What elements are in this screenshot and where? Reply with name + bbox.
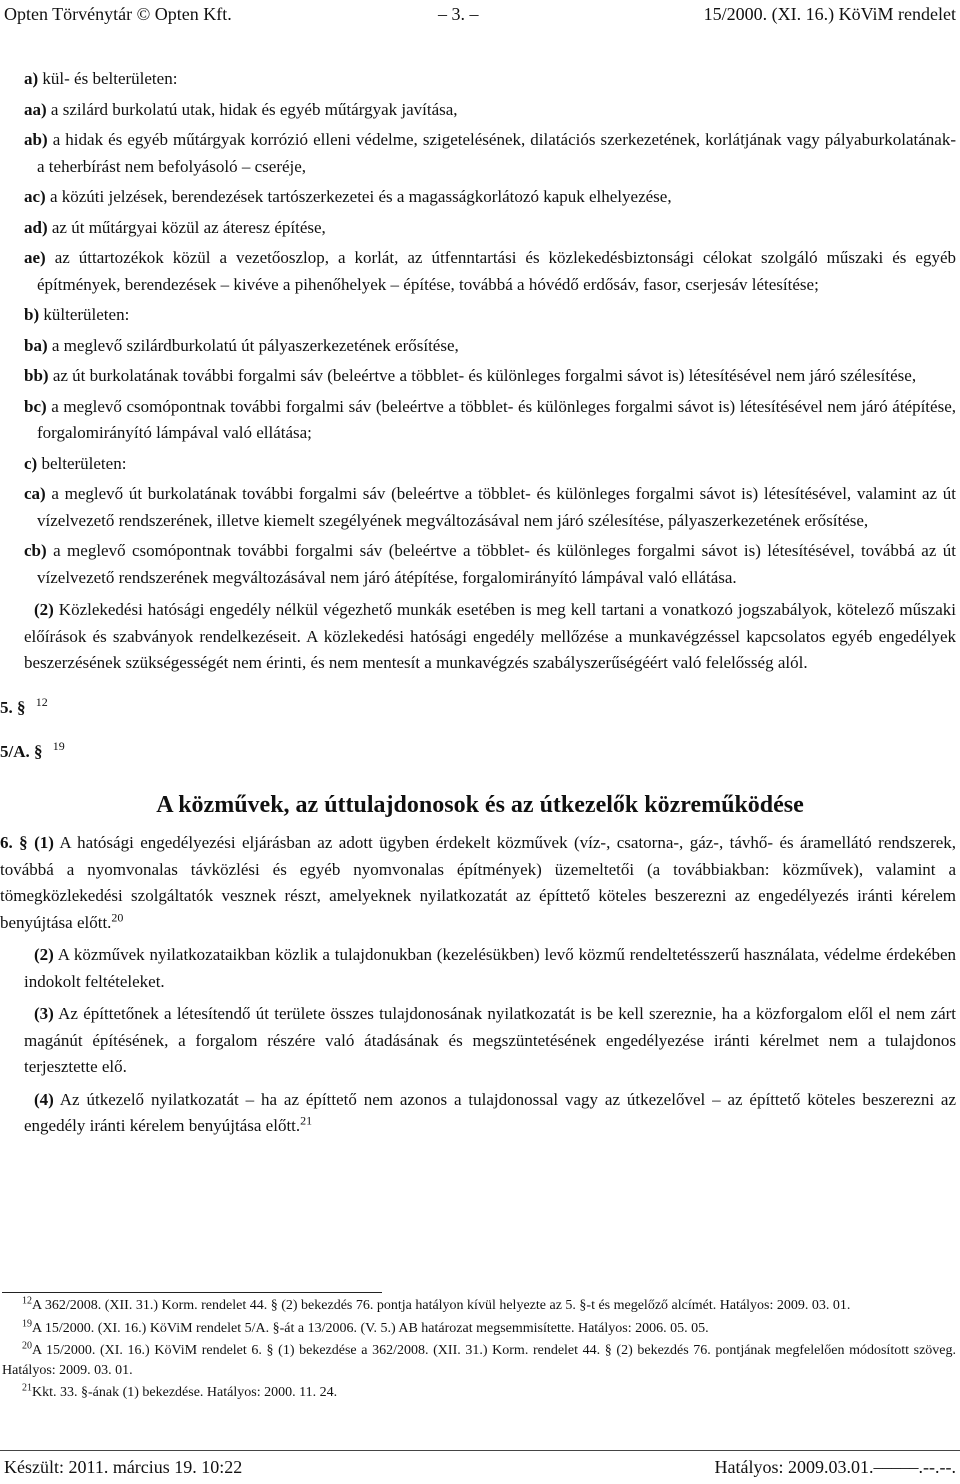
footer-separator (0, 1450, 960, 1451)
list-item-text: a hidak és egyéb műtárgyak korrózió elleni védelme, szigetelésének, dilatációs szerkezetének, korlátjának vagy pályaburkolatának- a teherbírást nem befolyásoló – cseréje, (37, 130, 956, 176)
paragraph-number: (4) (34, 1089, 54, 1109)
section-number: 5/A. § (0, 742, 43, 761)
list-item (0, 215, 960, 242)
list-item-text: a meglevő csomópontnak további forgalmi sáv (beleértve a többlet- és különleges forgalmi sávot is) létesítésével nem járó átépítése, forgalomirányító lámpával való ellátása; (37, 396, 956, 442)
list-item-label: ca) (24, 484, 46, 503)
paragraph-2 (0, 597, 960, 677)
footnote-number: 20 (22, 1340, 32, 1352)
footnote-ref[interactable]: 20 (111, 909, 124, 924)
list-item-label: bb) (24, 366, 49, 385)
paragraph-text: Az építtetőnek a létesítendő út területe összes tulajdonosának nyilatkozatát is be kell szereznie, ha a közforgalom elől el nem zárt magánút építésének, a forgalom részére való átadásának és megszüntetésének engedélyezése iránti kérelmet nem a tulajdonos terjesztette elő. (24, 1004, 957, 1076)
paragraph-text: Közlekedési hatósági engedély nélkül végezhető munkák esetében is meg kell tartani a vonatkozó jogszabályok, kötelező műszaki előírások és szabványok rendelkezéseit. A közlekedési hatósági engedély mellőzése a munkavégzéssel kapcsolatos egyéb engedélyek beszerzésének szükségességét nem érinti, és nem mentesít a munkavégzés szabályszerűségéért való felelősség alól. (24, 600, 956, 672)
list-item (0, 127, 960, 180)
list-item-label: bc) (24, 396, 47, 416)
paragraph-text: Az útkezelő nyilatkozatát – ha az építtető nem azonos a tulajdonossal vagy az útkezelővel – az építtető köteles beszerezni az engedély iránti kérelem benyújtása előtt. (24, 1089, 957, 1135)
list-item-text: külterületen: (43, 305, 130, 324)
header-publisher: Opten Törvénytár © Opten Kft. (4, 4, 232, 24)
footnote-text: Kkt. 33. §-ának (1) bekezdése. Hatályos: 2000. 11. 24. (32, 1385, 338, 1400)
footnote-text: A 362/2008. (XII. 31.) Korm. rendelet 44. § (2) bekezdés 76. pontja hatályon kívül helyezte az 5. §-t és megelőző alcímét. Hatályos: 2009. 03. 01. (32, 1298, 851, 1313)
main-content (0, 66, 960, 1140)
list-item-label: a) (24, 69, 39, 88)
footnote (2, 1341, 956, 1380)
footnote-separator (2, 1292, 382, 1293)
enumerated-list (0, 66, 960, 591)
paragraph-number: (3) (34, 1004, 54, 1023)
footnote-ref[interactable]: 12 (35, 694, 48, 709)
footnote (2, 1383, 956, 1403)
paragraph-number: (2) (34, 945, 54, 964)
list-item-label: ac) (24, 187, 46, 206)
list-item (0, 538, 960, 591)
list-item (0, 394, 960, 447)
list-item-text: a közúti jelzések, berendezések tartószerkezetei és a magasságkorlátozó kapuk elhelyezése, (49, 187, 672, 206)
list-item (0, 302, 960, 329)
header-page-number: – 3. – (438, 4, 479, 24)
list-item-label: b) (24, 305, 40, 324)
list-item (0, 333, 960, 360)
footnotes (2, 1296, 956, 1406)
list-item-label: ad) (24, 217, 48, 237)
section-5 (0, 695, 960, 722)
list-item-text: kül- és belterületen: (42, 69, 178, 88)
section-6-para-1 (0, 830, 960, 936)
footnote-text: A 15/2000. (XI. 16.) KöViM rendelet 6. § (1) bekezdése a 362/2008. (XII. 31.) Korm. rendelet 44. § (2) bekezdés 76. pontjának megfelelően módosított szöveg. Hatályos: 2009. 03. 01. (2, 1343, 956, 1378)
footnote-number: 12 (22, 1295, 32, 1307)
section-number: 5. § (0, 697, 26, 717)
list-item-label: cb) (24, 541, 47, 560)
list-item (0, 451, 960, 478)
section-6-para-3 (0, 1001, 960, 1081)
list-item (0, 481, 960, 534)
section-6-para-4 (0, 1087, 960, 1140)
paragraph-text: A hatósági engedélyezési eljárásban az adott ügyben érdekelt közművek (víz-, csatorna-, gáz-, távhő- és áramellátó rendszerek, továbbá a nyomvonalas távközlési és egyéb nyomvonalas építmények) üzemeltetői (a továbbiakban: közművek), valamint a tömegközlekedési szolgáltatók vesznek részt, amelyeknek nyilatkozatát az építtető köteles beszerezni az engedélyezés iránti kérelem benyújtása előtt. (0, 833, 957, 932)
footer-created: Készült: 2011. március 19. 10:22 (4, 1457, 243, 1477)
list-item (0, 184, 960, 211)
footer-effective: Hatályos: 2009.03.01.–––––.--.--. (714, 1457, 956, 1477)
page-header (4, 0, 956, 28)
list-item-label: ab) (24, 130, 48, 149)
list-item-text: a szilárd burkolatú utak, hidak és egyéb műtárgyak javítása, (50, 99, 458, 119)
list-item (0, 97, 960, 124)
paragraph-text: A közművek nyilatkozataikban közlik a tulajdonukban (kezelésükben) levő közmű rendeltetésszerű használata, védelme érdekében indokolt feltételeket. (24, 945, 957, 991)
list-item-text: az úttartozékok közül a vezetőoszlop, a korlát, az útfenntartási és közlekedésbiztonsági célokat szolgáló műszaki és egyéb építmények, berendezések – kivéve a pihenőhelyek – építése, továbbá a hóvédő erdősáv, fasor, cserjesáv létesítése; (37, 248, 956, 294)
list-item-text: a meglevő szilárdburkolatú út pályaszerkezetének erősítése, (51, 335, 459, 355)
paragraph-number: (2) (34, 600, 54, 619)
list-item-label: ba) (24, 335, 48, 355)
list-item-text: belterületen: (41, 453, 127, 473)
footnote-number: 19 (22, 1317, 32, 1329)
paragraph-number: (1) (34, 833, 54, 852)
section-6-para-2 (0, 942, 960, 995)
list-item-label: c) (24, 453, 38, 473)
list-item-label: aa) (24, 99, 47, 119)
list-item-label: ae) (24, 248, 46, 267)
list-item-text: az út műtárgyai közül az áteresz építése, (51, 217, 326, 237)
list-item-text: a meglevő csomópontnak további forgalmi sáv (beleértve a többlet- és különleges forgalmi sávot is) létesítésével, továbbá az út vízelvezető rendszerének megváltozásával nem járó átépítése, forgalomirányító lámpával való ellátása. (37, 541, 957, 587)
footnote-text: A 15/2000. (XI. 16.) KöViM rendelet 5/A. §-át a 13/2006. (V. 5.) AB határozat megsemmisítette. Hatályos: 2006. 05. 05. (32, 1320, 709, 1336)
list-item (0, 245, 960, 298)
list-item (0, 363, 960, 390)
list-item-text: a meglevő út burkolatának további forgalmi sáv (beleértve a többlet- és különleges forgalmi sávot is) létesítésével, valamint az út vízelvezető rendszerének, illetve kiemelt szegélyének megváltozásával nem járó szélesítése, pályaszerkezetének erősítése, (37, 484, 957, 530)
section-number: 6. § (0, 833, 28, 852)
header-regulation-id: 15/2000. (XI. 16.) KöViM rendelet (703, 4, 956, 24)
list-item (0, 66, 960, 93)
footnote-number: 21 (22, 1382, 32, 1394)
footnote (2, 1296, 956, 1316)
footnote-ref[interactable]: 19 (52, 739, 65, 754)
list-item-text: az út burkolatának további forgalmi sáv (beleértve a többlet- és különleges forgalmi sávot is) létesítésével nem járó szélesítése, (52, 366, 917, 385)
footnote-ref[interactable]: 21 (300, 1113, 313, 1128)
section-5a (0, 739, 960, 766)
footnote (2, 1319, 956, 1339)
section-title: A közművek, az úttulajdonosok és az útkezelők közreműködése (156, 791, 804, 818)
